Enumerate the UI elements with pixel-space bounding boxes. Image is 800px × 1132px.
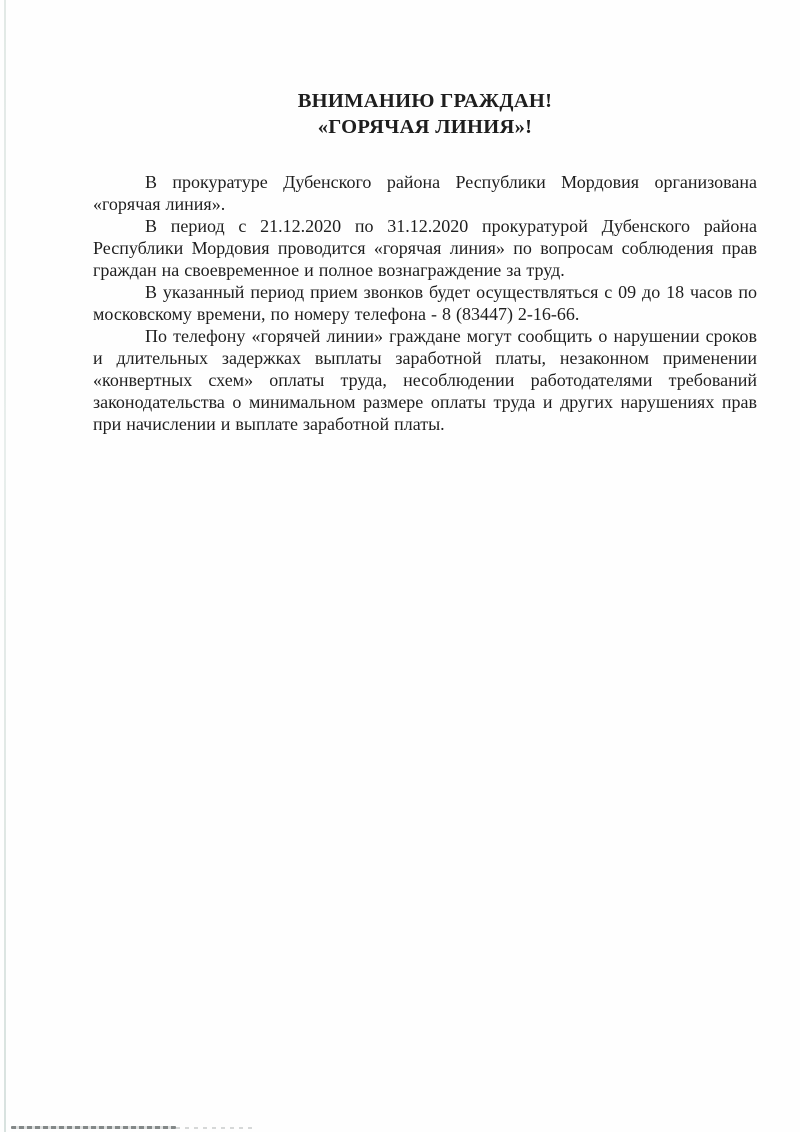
document-title-line-1: ВНИМАНИЮ ГРАЖДАН! [297,90,553,112]
document-body [93,171,757,435]
document-paragraph: По телефону «горячей линии» граждане могут сообщить о нарушении сроков и длительных задержках выплаты заработной платы, незаконном применении «конвертных схем» оплаты труда, несоблюдении работодателями требований законодательства о минимальном размере оплаты труда и других нарушениях прав при начислении и выплате заработной платы. [93,326,757,434]
scan-left-edge-artifact [4,0,6,1132]
document-content [93,88,757,435]
scan-bottom-edge-artifact [11,1126,176,1129]
document-paragraph: В период с 21.12.2020 по 31.12.2020 прокуратурой Дубенского района Республики Мордовия проводится «горячая линия» по вопросам соблюдения прав граждан на своевременное и полное вознаграждение за труд. [93,216,757,280]
scan-bottom-edge-artifact-tail [176,1127,256,1129]
document-paragraph: В прокуратуре Дубенского района Республики Мордовия организована «горячая линия». [93,172,757,214]
document-title [93,88,757,140]
document-title-line-2: «ГОРЯЧАЯ ЛИНИЯ»! [317,116,533,138]
document-paragraph: В указанный период прием звонков будет осуществляться с 09 до 18 часов по московскому времени, по номеру телефона - 8 (83447) 2-16-66. [93,282,757,324]
